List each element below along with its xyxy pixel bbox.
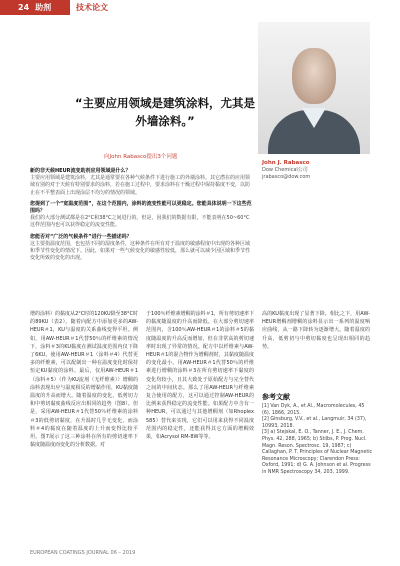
qa-block [30, 168, 252, 262]
category-label: 技术论文 [76, 3, 108, 12]
body-column-1: 增的涂料）的黏度从2°C时的120KU降至38°C时的89KU（表2）。随着向配方中添加更多的AW-HEUR＃1，KU与温度的关系曲线变得平坦。例如，用AW-HEUR＃1代替50％的纤维素的情况下，涂料＃3的KU黏度在测试温度范围内仅下降了6KU。使用AW-HEUR＃1（涂料＃4）代替更多的纤维素，可以配制出一种在温度变化时保持恒定KU黏度的涂料。最后，仅用AW-HEUR＃1（涂料＃5）（作为KU流剂（无纤维素））增稠的涂料表现出应与温度相反的增黏作用，KU黏度随温度的升高而增大。随着温度的变化，低剪切力和中剪切黏度曲线反应出相同的趋势（图8）。但是，采用AW-HEUR＃1代替50％纤维素的涂料＃3的低剪切黏度，在升温时几乎无变化，而涂料＃4的黏度在随着温度的上升而变得比较平坦。图7展示了这三种涂料在所有的剪切速率下黏度随温度而变化的分析数据。对 [30, 311, 138, 449]
interview-title: 向John Rabasco提出3个问题 [104, 154, 178, 160]
photo-caption [262, 160, 310, 181]
page-number: 24 [18, 3, 30, 12]
reference-item: [1] Van Dyk, A., et Al., Macromolecules, 45 (6), 1866, 2015. [262, 404, 365, 416]
question-2: 您提到了一个“宽温度范围”，在这个范围内，涂料的流变性能可以更稳定。您能具体说明一下这些范围吗？ [30, 200, 252, 215]
references-list [262, 404, 374, 477]
question-3: 您能否对“广泛的气候条件”进行一些描述吗？ [30, 233, 132, 240]
reference-item: [2] Ginsburg, V.V., et al., Langmuir, 34 (37), 10993, 2018. [262, 417, 367, 429]
author-email: jrabasco@dow.com [262, 174, 311, 180]
question-1: 新的非天候HEUR流变助剂应用领域是什么？ [30, 168, 131, 174]
pull-quote: “主要应用领域是建筑涂料，尤其是外墙涂料。” [74, 96, 256, 128]
author-name: John J. Rabasco [262, 160, 310, 166]
page-number-box [0, 0, 70, 15]
page-footer: EUROPEAN COATINGS JOURNAL 06 – 2019 [30, 550, 136, 556]
body-column-3: 高的KU黏度出现了显著下降。相比之下，用AW-HEUR增稠剂增稠的涂料显示出一系列的温度响应曲线，从一路下降转为逐渐增大。随着温度的升高，低剪切与中剪切黏度也呈现出相同的趋势。 [262, 311, 370, 350]
answer-2: 我们的大部分测试都是在2°C和38°C之间进行的。但是，因我们的数据有限，不能表明在50~60°C这样范围内也可以获得稳定的流变性能。 [30, 215, 250, 229]
reference-item: [3] a) Stejskal, E. O., Tanner, J. E., J. Chem. Phys. 42, 288, 1965; b) Stilbs, P. Prog. Nucl. Magn. Reson. Spectrosc. 19, 1987; c) Callaghan, P. T. Principles of Nuclear Magnetic Resonance Microscopy; Clarendon Press: Oxford, 1991; d) G. A. Johnson et al. Progress in NMR Spectroscopy 34, 203, 1999. [262, 430, 373, 475]
page-header [0, 0, 400, 16]
references-title: 参考文献 [262, 393, 290, 401]
answer-3: 这主要指温度范围，也包括不同的湿度条件，这种条件在所有对于温度的敏感程度中出现的各种区域和季节性变化的情况下。因此，如果对一些气候变化的敏感性较低，那么就可以减少因区域和季节性变化所致的变化的出现。 [30, 240, 251, 262]
author-photo [258, 22, 370, 154]
answer-1: 主要应用领域是建筑涂料，尤其是通常要在各种气候条件下进行施工的外墙涂料。其它潜在的应用领域有别的对于天候有特别要求的涂料，若在施工过程中，要求涂料在干燥过程中保持黏度不变，以防止在不平整表面上出现涂层不均匀的情况的领域。 [30, 175, 251, 196]
body-column-2: 于100％纤维素增稠的涂料＃1，所有剪切速率下的黏度随温度的升高而降低。在大部分剪切速率范围内，含100％AW-HEUR＃1的涂料＃5的黏度随温度的升高反而增加，但在非常高的剪切速率时出现了异常的情况。配方中以纤维素与AW-HEUR＃1的混合物作为增稠剂时，其黏度随温度的变化最小。用AW-HEUR＃1代替50％的纤维素进行增稠的涂料＃3在所有剪切速率下黏度的变化均较小，且其大致处于原始配方与完全替代之间的中间状态。那么了用AW-HEUR与纤维素复合使用的配方，这可以通过控制AW-HEUR的比例来获得稳定的流变性能。如果配方中含有一种HEUR，可以通过与其他增稠剂（如Rhoplex 585）替代来实现，它们可以用来获得不同温度范围内的稳定性，还能获得其它方面的增稠效果，如Acrysol RM-8W等等。 [146, 311, 254, 441]
photo-head [292, 48, 336, 104]
author-company: Dow Chemical公司 [262, 167, 308, 173]
section-name: 助剂 [35, 3, 52, 12]
